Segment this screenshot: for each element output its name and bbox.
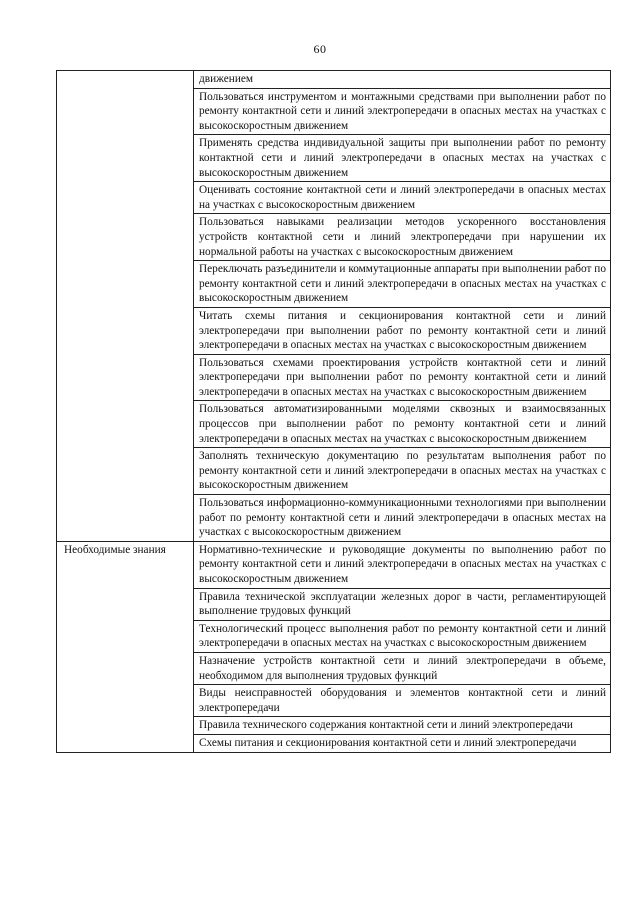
knowledge-item: Назначение устройств контактной сети и линий электропередачи в объеме, необходимом для выполнения трудовых функций (194, 652, 611, 684)
skill-item: Пользоваться схемами проектирования устройств контактной сети и линий электропередачи при выполнении работ по ремонту контактной сети и линий электропередачи в опасных местах на участках с высокоскоростным движением (194, 354, 611, 401)
skill-item: движением (194, 71, 611, 89)
table-row (57, 541, 611, 588)
skills-label-cell (57, 71, 194, 542)
skill-item: Пользоваться информационно-коммуникационными технологиями при выполнении работ по ремонту контактной сети и линий электропередачи в опасных местах на участках с высокоскоростным движением (194, 495, 611, 542)
skill-item: Пользоваться навыками реализации методов ускоренного восстановления устройств контактной сети и линий электропередачи при нарушении их нормальной работы на участках с высокоскоростным движением (194, 214, 611, 261)
table-row (57, 71, 611, 89)
skill-item: Заполнять техническую документацию по результатам выполнения работ по ремонту контактной сети и линий электропередачи в опасных местах на участках с высокоскоростным движением (194, 448, 611, 495)
knowledge-item: Схемы питания и секционирования контактной сети и линий электропередачи (194, 734, 611, 752)
skill-item: Оценивать состояние контактной сети и линий электропередачи в опасных местах на участках с высокоскоростным движением (194, 182, 611, 214)
skill-item: Пользоваться инструментом и монтажными средствами при выполнении работ по ремонту контактной сети и линий электропередачи в опасных местах на участках с высокоскоростным движением (194, 88, 611, 135)
knowledge-item: Виды неисправностей оборудования и элементов контактной сети и линий электропередачи (194, 685, 611, 717)
skill-item: Переключать разъединители и коммутационные аппараты при выполнении работ по ремонту контактной сети и линий электропередачи в опасных местах на участках с высокоскоростным движением (194, 261, 611, 308)
skill-item: Читать схемы питания и секционирования контактной сети и линий электропередачи при выполнении работ по ремонту контактной сети и линий электропередачи в опасных местах на участках с высокоскоростным движением (194, 307, 611, 354)
knowledge-label: Необходимые знания (57, 541, 194, 752)
competency-table (56, 70, 611, 753)
skill-item: Пользоваться автоматизированными моделями сквозных и взаимосвязанных процессов при выполнении работ по ремонту контактной сети и линий электропередачи в опасных местах на участках с высокоскоростным движением (194, 401, 611, 448)
page-number: 60 (313, 42, 327, 56)
knowledge-item: Технологический процесс выполнения работ по ремонту контактной сети и линий электропередачи в опасных местах на участках с высокоскоростным движением (194, 620, 611, 652)
skill-item: Применять средства индивидуальной защиты при выполнении работ по ремонту контактной сети и линий электропередачи в опасных местах на участках с высокоскоростным движением (194, 135, 611, 182)
knowledge-item: Правила технической эксплуатации железных дорог в части, регламентирующей выполнение трудовых функций (194, 588, 611, 620)
knowledge-item: Нормативно-технические и руководящие документы по выполнению работ по ремонту контактной сети и линий электропередачи в опасных местах на участках с высокоскоростным движением (194, 541, 611, 588)
knowledge-item: Правила технического содержания контактной сети и линий электропередачи (194, 717, 611, 735)
